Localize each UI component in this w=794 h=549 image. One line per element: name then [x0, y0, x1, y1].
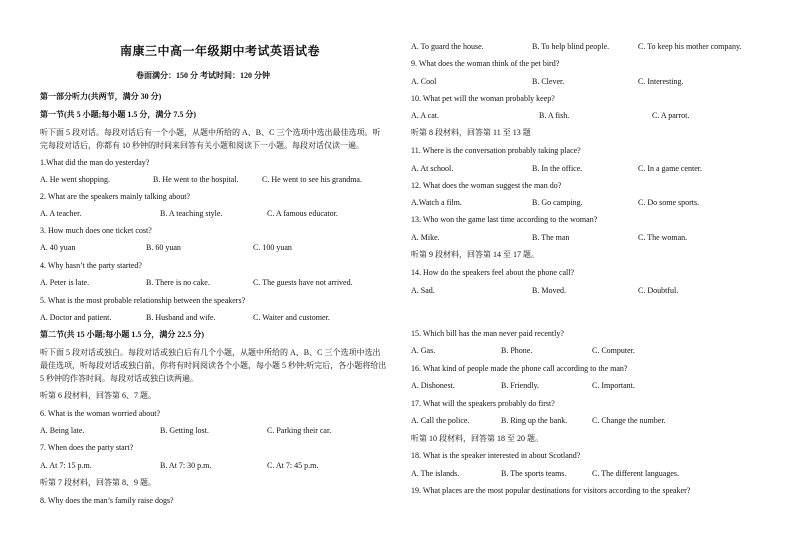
- option-a: A. 40 yuan: [40, 243, 76, 252]
- option-c: C. The guests have not arrived.: [253, 278, 353, 287]
- question-stem: 12. What does the woman suggest the man do?: [411, 181, 562, 190]
- exam-info: 卷面满分：150 分 考试时间：120 分钟: [136, 71, 270, 80]
- question-stem: 10. What pet will the woman probably keep?: [411, 94, 555, 103]
- option-a: A. Being late.: [40, 426, 85, 435]
- option-a: A.Watch a film.: [411, 198, 462, 207]
- option-c: C. Important.: [592, 381, 635, 390]
- question-stem: 5. What is the most probable relationship between the speakers?: [40, 296, 246, 305]
- option-a: A. Dishonest.: [411, 381, 455, 390]
- option-b: B. The sports teams.: [501, 469, 567, 478]
- option-a: A. He went shopping.: [40, 175, 110, 184]
- option-b: B. Go camping.: [532, 198, 583, 207]
- option-c: C. To keep his mother company.: [638, 42, 742, 51]
- option-c: C. He went to see his grandma.: [262, 175, 362, 184]
- section2-heading: 第二节(共 15 小题;每小题 1.5 分，满分 22.5 分): [40, 330, 204, 339]
- option-a: A. To guard the house.: [411, 42, 484, 51]
- question-stem: 9. What does the woman think of the pet bird?: [411, 59, 560, 68]
- option-a: A. A teacher.: [40, 209, 82, 218]
- question-stem: 8. Why does the man’s family raise dogs?: [40, 496, 174, 505]
- option-a: A. Call the police.: [411, 416, 470, 425]
- option-c: C. Waiter and customer.: [253, 313, 330, 322]
- material-note: 听第 7 段材料，回答第 8、9 题。: [40, 478, 156, 487]
- part1-heading: 第一部分听力(共两节，满分 30 分): [40, 92, 162, 101]
- option-b: B. At 7: 30 p.m.: [160, 461, 212, 470]
- question-stem: 17. What will the speakers probably do first?: [411, 399, 555, 408]
- exam-title: 南康三中高一年级期中考试英语试卷: [120, 44, 321, 58]
- option-c: C. A famous educator.: [267, 209, 338, 218]
- material-note: 听第 6 段材料，回答第 6、7 题。: [40, 391, 156, 400]
- section1-heading: 第一节(共 5 小题;每小题 1.5 分，满分 7.5 分): [40, 110, 196, 119]
- option-b: B. 60 yuan: [146, 243, 181, 252]
- section2-instruction-line: 5 秒钟的作答时间。每段对话或独白读两遍。: [40, 374, 198, 383]
- question-stem: 14. How do the speakers feel about the phone call?: [411, 268, 575, 277]
- option-b: B. Ring up the bank.: [501, 416, 568, 425]
- option-c: C. Computer.: [592, 346, 635, 355]
- option-a: A. Mike.: [411, 233, 440, 242]
- section2-instruction-line: 听下面 5 段对话或独白。每段对话或独白后有几个小题，从题中所给的 A、B、C 三个选项中选出: [40, 348, 381, 357]
- option-b: B. There is no cake.: [146, 278, 210, 287]
- option-c: C. Doubtful.: [638, 286, 679, 295]
- material-note: 听第 9 段材料，回答第 14 至 17 题。: [411, 250, 539, 259]
- option-b: B. Moved.: [532, 286, 566, 295]
- question-stem: 15. Which bill has the man never paid recently?: [411, 329, 564, 338]
- option-b: B. Husband and wife.: [146, 313, 216, 322]
- option-b: B. Clever.: [532, 77, 565, 86]
- option-c: C. Do some sports.: [638, 198, 700, 207]
- option-c: C. At 7: 45 p.m.: [267, 461, 319, 470]
- question-stem: 18. What is the speaker interested in about Scotland?: [411, 451, 581, 460]
- option-a: A. The islands.: [411, 469, 460, 478]
- section2-instruction-line: 最佳选项，听每段对话或独白前，你将有时间阅读各个小题，每小题 5 秒钟;听完后，各小题将给出: [40, 361, 387, 370]
- option-a: A. Peter is late.: [40, 278, 90, 287]
- question-stem: 19. What places are the most popular destinations for visitors according to the speaker?: [411, 486, 691, 495]
- option-b: B. A fish.: [539, 111, 570, 120]
- material-note: 听第 10 段材料，回答第 18 至 20 题。: [411, 434, 543, 443]
- option-a: A. Cool: [411, 77, 437, 86]
- option-b: B. To help blind people.: [532, 42, 610, 51]
- option-a: A. Doctor and patient.: [40, 313, 112, 322]
- question-stem: 6. What is the woman worried about?: [40, 409, 161, 418]
- option-c: C. 100 yuan: [253, 243, 292, 252]
- option-c: C. In a game center.: [638, 164, 702, 173]
- option-b: B. He went to the hospital.: [153, 175, 239, 184]
- material-note: 听第 8 段材料，回答第 11 至 13 题: [411, 128, 531, 137]
- question-stem: 2. What are the speakers mainly talking about?: [40, 192, 191, 201]
- question-stem: 11. Where is the conversation probably taking place?: [411, 146, 581, 155]
- option-b: B. Friendly.: [501, 381, 539, 390]
- option-b: B. The man: [532, 233, 570, 242]
- question-stem: 1.What did the man do yesterday?: [40, 158, 150, 167]
- option-b: B. Getting lost.: [160, 426, 209, 435]
- option-a: A. At school.: [411, 164, 454, 173]
- section1-instruction-line: 听下面 5 段对话。每段对话后有一个小题，从题中所给的 A、B、C 三个选项中选出最佳选项。听: [40, 128, 381, 137]
- question-stem: 4. Why hasn’t the party started?: [40, 261, 142, 270]
- option-a: A. At 7: 15 p.m.: [40, 461, 92, 470]
- option-a: A. Gas.: [411, 346, 436, 355]
- option-c: C. The different languages.: [592, 469, 680, 478]
- option-b: B. A teaching style.: [160, 209, 223, 218]
- question-stem: 16. What kind of people made the phone call according to the man?: [411, 364, 628, 373]
- question-stem: 7. When does the party start?: [40, 443, 134, 452]
- option-c: C. Change the number.: [592, 416, 666, 425]
- question-stem: 13. Who won the game last time according to the woman?: [411, 215, 598, 224]
- question-stem: 3. How much does one ticket cost?: [40, 226, 152, 235]
- option-a: A. Sad.: [411, 286, 435, 295]
- option-b: B. In the office.: [532, 164, 583, 173]
- option-a: A. A cat.: [411, 111, 439, 120]
- option-b: B. Phone.: [501, 346, 533, 355]
- option-c: C. Interesting.: [638, 77, 684, 86]
- option-c: C. A parrot.: [652, 111, 690, 120]
- option-c: C. The woman.: [638, 233, 688, 242]
- option-c: C. Parking their car.: [267, 426, 332, 435]
- section1-instruction-line: 完每段对话后，你都有 10 秒钟的时间来回答有关小题和阅读下一小题。每段对话仅读一遍。: [40, 141, 364, 150]
